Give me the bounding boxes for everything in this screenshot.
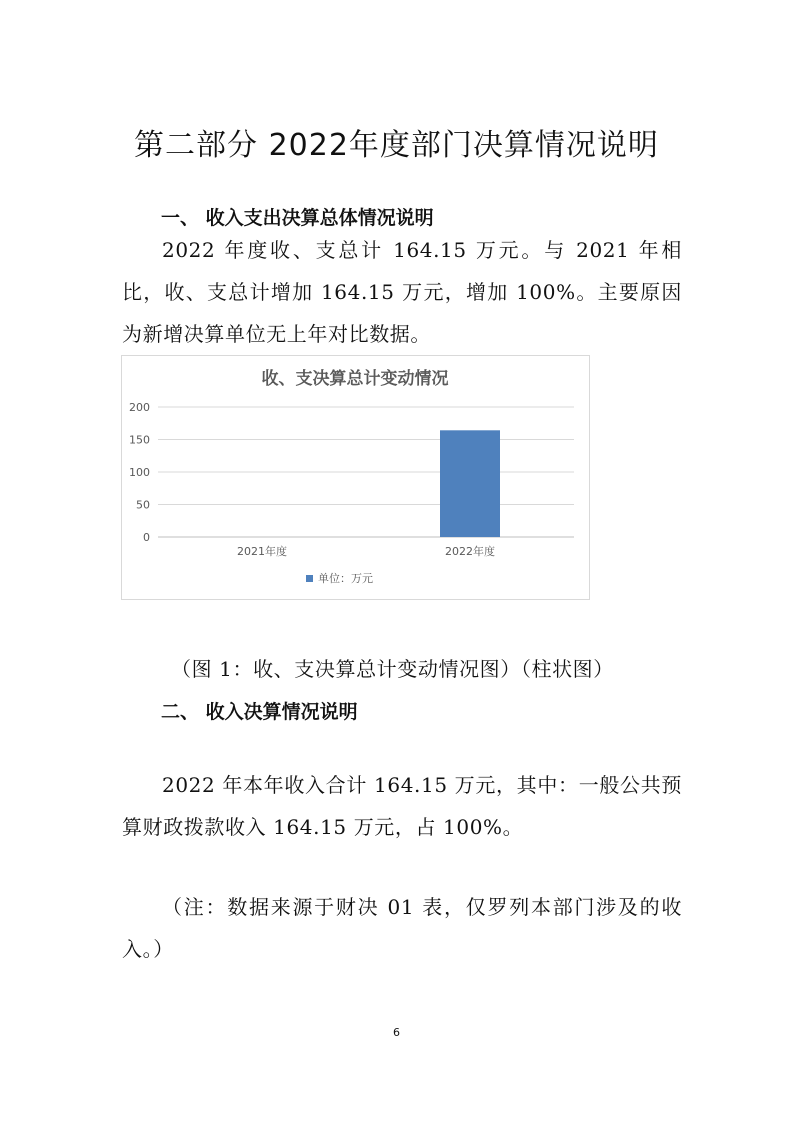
legend-label: 单位：万元 [318,572,373,585]
section-1-heading: 一、 收入支出决算总体情况说明 [161,207,434,229]
data-source-note: （注：数据来源于财决 01 表，仅罗列本部门涉及的收入。） [122,895,682,961]
y-tick-label: 0 [143,531,150,544]
figure-caption: （图 1：收、支决算总计变动情况图）（柱状图） [171,657,614,681]
y-tick-label: 200 [129,401,150,414]
chart-svg [122,356,589,599]
section-2-heading: 二、 收入决算情况说明 [161,701,358,723]
chart-title: 收、支决算总计变动情况 [261,369,449,389]
y-tick-label: 50 [136,498,150,512]
page-number: 6 [393,1026,400,1039]
page-title: 第二部分 2022年度部门决算情况说明 [134,128,659,164]
y-tick-label: 150 [129,433,150,447]
y-tick-label: 100 [129,466,150,479]
section-1-paragraph: 2022 年度收、支总计 164.15 万元。与 2021 年相比，收、支总计增加 164.15 万元，增加 100%。主要原因为新增决算单位无上年对比数据。 [122,238,682,346]
section-2-paragraph: 2022 年本年收入合计 164.15 万元，其中：一般公共预算财政拨款收入 164.15 万元，占 100%。 [122,773,682,839]
x-tick-label: 2022年度 [445,545,495,558]
bar [440,430,500,537]
legend-swatch [306,575,313,582]
x-tick-label: 2021年度 [237,545,287,558]
bar-chart [121,355,590,600]
